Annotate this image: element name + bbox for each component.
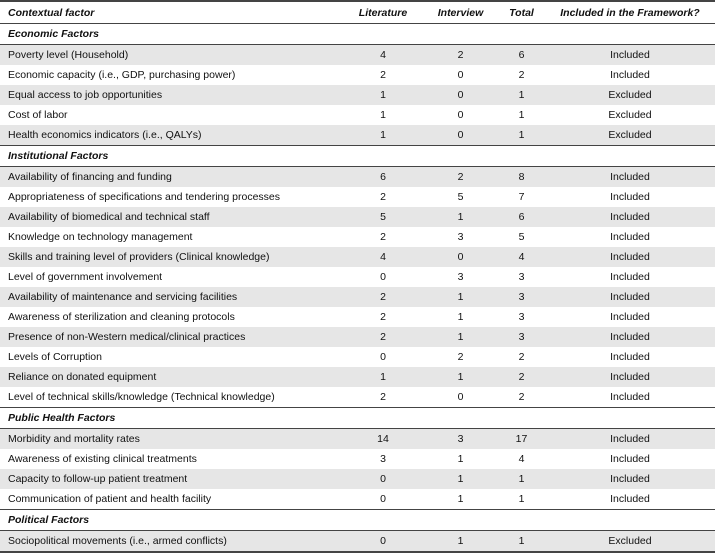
included-cell: Included <box>545 367 715 387</box>
interview-cell: 1 <box>457 493 464 505</box>
table-row <box>0 167 715 188</box>
factor-cell: Sociopolitical movements (i.e., armed conflicts) <box>0 531 343 553</box>
included-cell: Included <box>610 231 650 243</box>
literature-cell: 0 <box>380 271 386 283</box>
total-cell: 6 <box>498 45 545 66</box>
table-row <box>0 469 715 489</box>
included-cell: Included <box>610 311 650 323</box>
included-cell: Included <box>610 191 650 203</box>
total-cell: 6 <box>498 207 545 227</box>
table-row <box>0 267 715 287</box>
literature-cell: 2 <box>380 231 386 243</box>
included-cell: Included <box>545 287 715 307</box>
interview-cell: 1 <box>423 531 498 553</box>
literature-cell: 2 <box>380 191 386 203</box>
total-cell: 4 <box>498 247 545 267</box>
section-row <box>0 510 715 531</box>
total-cell: 1 <box>498 125 545 146</box>
section-title: Economic Factors <box>0 24 715 45</box>
factor-cell: Health economics indicators (i.e., QALYs) <box>0 125 343 146</box>
included-cell: Excluded <box>545 85 715 105</box>
literature-cell: 1 <box>380 109 386 121</box>
factor-cell: Knowledge on technology management <box>8 231 193 243</box>
interview-cell: 0 <box>457 109 464 121</box>
table-row <box>0 85 715 105</box>
table-row <box>0 65 715 85</box>
literature-cell: 6 <box>343 167 423 188</box>
factor-cell: Communication of patient and health facility <box>8 493 212 505</box>
interview-cell: 3 <box>457 231 464 243</box>
factor-cell: Awareness of sterilization and cleaning protocols <box>8 311 235 323</box>
included-cell: Excluded <box>545 531 715 553</box>
section-row <box>0 408 715 429</box>
interview-cell: 1 <box>423 287 498 307</box>
header-contextual-factor: Contextual factor <box>0 1 343 24</box>
factor-cell: Presence of non-Western medical/clinical practices <box>0 327 343 347</box>
table-row <box>0 105 715 125</box>
table-row <box>0 367 715 387</box>
total-cell: 3 <box>498 327 545 347</box>
factor-cell: Levels of Corruption <box>8 351 102 363</box>
included-cell: Included <box>545 167 715 188</box>
table-row <box>0 187 715 207</box>
factor-cell: Availability of financing and funding <box>0 167 343 188</box>
factor-cell: Economic capacity (i.e., GDP, purchasing power) <box>8 69 236 81</box>
header-interview: Interview <box>423 1 498 24</box>
literature-cell: 2 <box>380 391 386 403</box>
factor-cell: Morbidity and mortality rates <box>0 429 343 450</box>
table-row <box>0 287 715 307</box>
literature-cell: 0 <box>380 351 386 363</box>
total-cell: 1 <box>498 85 545 105</box>
literature-cell: 0 <box>343 469 423 489</box>
literature-cell: 14 <box>343 429 423 450</box>
literature-cell: 2 <box>343 327 423 347</box>
section-title: Political Factors <box>0 510 715 531</box>
table-row <box>0 227 715 247</box>
literature-cell: 2 <box>380 311 386 323</box>
interview-cell: 1 <box>423 469 498 489</box>
table-row <box>0 347 715 367</box>
interview-cell: 1 <box>423 367 498 387</box>
included-cell: Included <box>545 429 715 450</box>
literature-cell: 1 <box>343 367 423 387</box>
factor-cell: Skills and training level of providers (Clinical knowledge) <box>0 247 343 267</box>
interview-cell: 1 <box>423 327 498 347</box>
interview-cell: 0 <box>457 391 464 403</box>
literature-cell: 0 <box>343 531 423 553</box>
total-cell: 3 <box>518 311 525 323</box>
table-row <box>0 429 715 450</box>
total-cell: 1 <box>498 469 545 489</box>
included-cell: Included <box>545 327 715 347</box>
table-row <box>0 449 715 469</box>
factor-cell: Equal access to job opportunities <box>0 85 343 105</box>
section-row <box>0 24 715 45</box>
included-cell: Included <box>545 207 715 227</box>
total-cell: 3 <box>518 271 525 283</box>
factor-cell: Level of technical skills/knowledge (Technical knowledge) <box>8 391 275 403</box>
header-literature: Literature <box>343 1 423 24</box>
interview-cell: 1 <box>423 207 498 227</box>
section-title: Institutional Factors <box>0 146 715 167</box>
table-header <box>0 1 715 24</box>
interview-cell: 0 <box>457 69 464 81</box>
factor-cell: Cost of labor <box>8 109 68 121</box>
literature-cell: 2 <box>343 287 423 307</box>
included-cell: Excluded <box>608 109 652 121</box>
included-cell: Included <box>610 271 650 283</box>
interview-cell: 2 <box>423 167 498 188</box>
total-cell: 17 <box>498 429 545 450</box>
literature-cell: 3 <box>380 453 386 465</box>
included-cell: Included <box>610 493 650 505</box>
table-row <box>0 207 715 227</box>
total-cell: 2 <box>498 367 545 387</box>
interview-cell: 1 <box>457 311 464 323</box>
interview-cell: 0 <box>423 125 498 146</box>
factor-cell: Reliance on donated equipment <box>0 367 343 387</box>
table-row <box>0 327 715 347</box>
total-cell: 2 <box>518 69 525 81</box>
factor-cell: Availability of biomedical and technical staff <box>0 207 343 227</box>
literature-cell: 0 <box>380 493 386 505</box>
total-cell: 5 <box>518 231 525 243</box>
factor-cell: Appropriateness of specifications and tendering processes <box>8 191 280 203</box>
included-cell: Included <box>610 69 650 81</box>
literature-cell: 4 <box>343 247 423 267</box>
included-cell: Included <box>545 247 715 267</box>
section-row <box>0 146 715 167</box>
factor-cell: Level of government involvement <box>8 271 163 283</box>
factor-cell: Poverty level (Household) <box>0 45 343 66</box>
total-cell: 2 <box>518 351 525 363</box>
header-total: Total <box>498 1 545 24</box>
included-cell: Included <box>610 391 650 403</box>
interview-cell: 3 <box>423 429 498 450</box>
total-cell: 7 <box>518 191 525 203</box>
included-cell: Included <box>545 45 715 66</box>
literature-cell: 1 <box>343 125 423 146</box>
interview-cell: 1 <box>457 453 464 465</box>
interview-cell: 3 <box>457 271 464 283</box>
literature-cell: 2 <box>380 69 386 81</box>
interview-cell: 0 <box>423 85 498 105</box>
table-body <box>0 24 715 553</box>
table-row <box>0 307 715 327</box>
included-cell: Included <box>545 469 715 489</box>
table-row <box>0 531 715 553</box>
header-row <box>0 1 715 24</box>
included-cell: Excluded <box>545 125 715 146</box>
table-row <box>0 387 715 408</box>
section-title: Public Health Factors <box>0 408 715 429</box>
total-cell: 4 <box>518 453 525 465</box>
total-cell: 1 <box>518 109 525 121</box>
included-cell: Included <box>610 351 650 363</box>
total-cell: 1 <box>498 531 545 553</box>
factor-cell: Awareness of existing clinical treatments <box>8 453 197 465</box>
table-row <box>0 489 715 510</box>
factor-cell: Capacity to follow-up patient treatment <box>0 469 343 489</box>
interview-cell: 2 <box>457 351 464 363</box>
table-row <box>0 125 715 146</box>
total-cell: 3 <box>498 287 545 307</box>
literature-cell: 4 <box>343 45 423 66</box>
total-cell: 1 <box>518 493 525 505</box>
total-cell: 8 <box>498 167 545 188</box>
total-cell: 2 <box>518 391 525 403</box>
header-included: Included in the Framework? <box>545 1 715 24</box>
literature-cell: 5 <box>343 207 423 227</box>
table-row <box>0 45 715 66</box>
interview-cell: 0 <box>423 247 498 267</box>
factor-cell: Availability of maintenance and servicing facilities <box>0 287 343 307</box>
interview-cell: 5 <box>457 191 464 203</box>
literature-cell: 1 <box>343 85 423 105</box>
table-row <box>0 247 715 267</box>
included-cell: Included <box>610 453 650 465</box>
interview-cell: 2 <box>423 45 498 66</box>
